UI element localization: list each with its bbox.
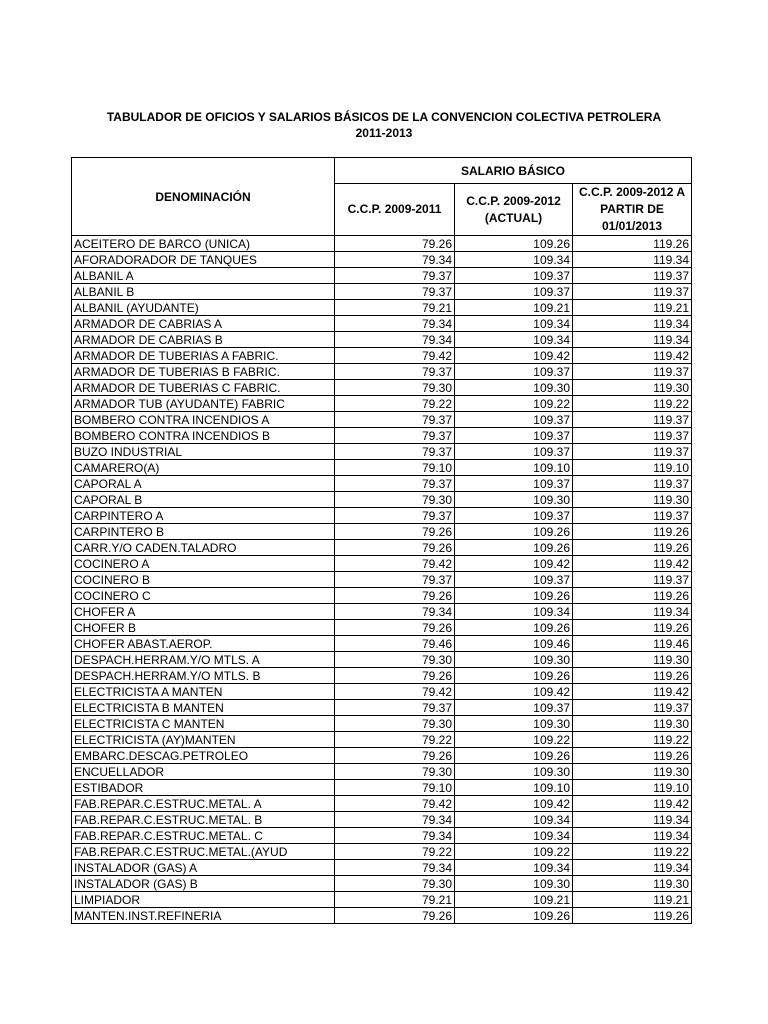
row-salary-2009-2011: 79.37 xyxy=(335,284,455,300)
row-salary-2009-2011: 79.21 xyxy=(335,300,455,316)
row-denominacion: CAPORAL A xyxy=(72,476,335,492)
table-row xyxy=(72,348,692,364)
row-denominacion: FAB.REPAR.C.ESTRUC.METAL. A xyxy=(72,796,335,812)
row-salary-2009-2012: 109.42 xyxy=(455,684,573,700)
row-denominacion: EMBARC.DESCAG.PETROLEO xyxy=(72,748,335,764)
row-salary-2009-2011: 79.26 xyxy=(335,236,455,252)
table-row xyxy=(72,892,692,908)
row-salary-2009-2012: 109.26 xyxy=(455,524,573,540)
row-denominacion: FAB.REPAR.C.ESTRUC.METAL. B xyxy=(72,812,335,828)
table-row xyxy=(72,844,692,860)
row-salary-2009-2012: 109.21 xyxy=(455,300,573,316)
row-salary-2013: 119.30 xyxy=(573,876,692,892)
row-denominacion: ALBANIL A xyxy=(72,268,335,284)
row-salary-2009-2011: 79.34 xyxy=(335,812,455,828)
row-denominacion: COCINERO C xyxy=(72,588,335,604)
row-salary-2009-2012: 109.30 xyxy=(455,652,573,668)
header-ccp-2009-2011: C.C.P. 2009-2011 xyxy=(335,184,455,236)
row-denominacion: ELECTRICISTA C MANTEN xyxy=(72,716,335,732)
row-denominacion: CARPINTERO A xyxy=(72,508,335,524)
table-row xyxy=(72,908,692,924)
row-salary-2009-2012: 109.10 xyxy=(455,780,573,796)
row-salary-2013: 119.34 xyxy=(573,828,692,844)
table-row xyxy=(72,268,692,284)
row-salary-2009-2011: 79.10 xyxy=(335,460,455,476)
row-salary-2009-2011: 79.37 xyxy=(335,412,455,428)
row-salary-2013: 119.42 xyxy=(573,556,692,572)
row-salary-2013: 119.46 xyxy=(573,636,692,652)
row-salary-2009-2011: 79.37 xyxy=(335,476,455,492)
row-salary-2013: 119.26 xyxy=(573,668,692,684)
row-salary-2009-2012: 109.10 xyxy=(455,460,573,476)
row-salary-2009-2011: 79.34 xyxy=(335,332,455,348)
row-salary-2009-2011: 79.30 xyxy=(335,492,455,508)
row-salary-2013: 119.21 xyxy=(573,300,692,316)
row-salary-2009-2012: 109.37 xyxy=(455,444,573,460)
table-row xyxy=(72,380,692,396)
table-row xyxy=(72,316,692,332)
row-salary-2009-2012: 109.34 xyxy=(455,252,573,268)
row-salary-2009-2011: 79.37 xyxy=(335,700,455,716)
row-salary-2009-2011: 79.22 xyxy=(335,732,455,748)
row-salary-2009-2011: 79.26 xyxy=(335,620,455,636)
row-salary-2013: 119.37 xyxy=(573,700,692,716)
row-denominacion: CHOFER B xyxy=(72,620,335,636)
table-row xyxy=(72,620,692,636)
table-row xyxy=(72,540,692,556)
row-salary-2009-2012: 109.30 xyxy=(455,764,573,780)
row-salary-2009-2012: 109.26 xyxy=(455,588,573,604)
row-salary-2013: 119.37 xyxy=(573,268,692,284)
header-ccp-2009-2012-actual: C.C.P. 2009-2012 (ACTUAL) xyxy=(455,184,573,236)
row-denominacion: ARMADOR DE CABRIAS A xyxy=(72,316,335,332)
table-row xyxy=(72,300,692,316)
row-salary-2009-2012: 109.26 xyxy=(455,620,573,636)
row-salary-2009-2011: 79.10 xyxy=(335,780,455,796)
row-salary-2009-2011: 79.26 xyxy=(335,540,455,556)
row-salary-2013: 119.34 xyxy=(573,316,692,332)
row-salary-2013: 119.37 xyxy=(573,412,692,428)
row-denominacion: ARMADOR TUB (AYUDANTE) FABRIC xyxy=(72,396,335,412)
row-salary-2009-2011: 79.22 xyxy=(335,844,455,860)
row-salary-2013: 119.37 xyxy=(573,284,692,300)
row-salary-2009-2012: 109.26 xyxy=(455,540,573,556)
row-denominacion: INSTALADOR (GAS) A xyxy=(72,860,335,876)
row-salary-2009-2012: 109.34 xyxy=(455,604,573,620)
table-row xyxy=(72,476,692,492)
row-salary-2009-2012: 109.37 xyxy=(455,508,573,524)
row-salary-2009-2012: 109.22 xyxy=(455,396,573,412)
table-row xyxy=(72,764,692,780)
row-salary-2009-2012: 109.42 xyxy=(455,348,573,364)
row-salary-2009-2011: 79.34 xyxy=(335,252,455,268)
row-denominacion: CARR.Y/O CADEN.TALADRO xyxy=(72,540,335,556)
row-salary-2009-2012: 109.22 xyxy=(455,844,573,860)
row-salary-2009-2012: 109.34 xyxy=(455,316,573,332)
header-ccp-2009-2012-2013: C.C.P. 2009-2012 A PARTIR DE 01/01/2013 xyxy=(573,184,692,236)
row-denominacion: FAB.REPAR.C.ESTRUC.METAL.(AYUD xyxy=(72,844,335,860)
table-row xyxy=(72,332,692,348)
row-salary-2009-2012: 109.34 xyxy=(455,812,573,828)
row-salary-2009-2011: 79.30 xyxy=(335,764,455,780)
row-salary-2009-2011: 79.26 xyxy=(335,524,455,540)
row-denominacion: ARMADOR DE TUBERIAS C FABRIC. xyxy=(72,380,335,396)
row-salary-2013: 119.30 xyxy=(573,492,692,508)
table-row xyxy=(72,588,692,604)
row-salary-2009-2012: 109.26 xyxy=(455,668,573,684)
table-row xyxy=(72,412,692,428)
row-salary-2009-2011: 79.37 xyxy=(335,364,455,380)
row-denominacion: ARMADOR DE TUBERIAS B FABRIC. xyxy=(72,364,335,380)
row-salary-2013: 119.37 xyxy=(573,428,692,444)
table-row xyxy=(72,876,692,892)
table-row xyxy=(72,812,692,828)
row-denominacion: ALBANIL B xyxy=(72,284,335,300)
row-salary-2009-2012: 109.37 xyxy=(455,364,573,380)
row-denominacion: BOMBERO CONTRA INCENDIOS A xyxy=(72,412,335,428)
document-subtitle-years: 2011-2013 xyxy=(355,126,413,140)
row-salary-2013: 119.22 xyxy=(573,844,692,860)
table-row xyxy=(72,860,692,876)
table-row xyxy=(72,732,692,748)
row-salary-2009-2011: 79.37 xyxy=(335,508,455,524)
row-salary-2009-2012: 109.30 xyxy=(455,380,573,396)
row-salary-2009-2011: 79.42 xyxy=(335,796,455,812)
row-salary-2013: 119.34 xyxy=(573,860,692,876)
row-salary-2013: 119.34 xyxy=(573,812,692,828)
row-denominacion: CAMARERO(A) xyxy=(72,460,335,476)
row-salary-2009-2011: 79.37 xyxy=(335,268,455,284)
row-salary-2013: 119.34 xyxy=(573,252,692,268)
row-salary-2009-2011: 79.37 xyxy=(335,444,455,460)
salary-table xyxy=(71,157,692,924)
row-salary-2009-2012: 109.46 xyxy=(455,636,573,652)
row-denominacion: ENCUELLADOR xyxy=(72,764,335,780)
row-salary-2009-2012: 109.21 xyxy=(455,892,573,908)
row-salary-2009-2011: 79.42 xyxy=(335,556,455,572)
table-body xyxy=(72,236,692,924)
row-denominacion: DESPACH.HERRAM.Y/O MTLS. A xyxy=(72,652,335,668)
row-salary-2013: 119.42 xyxy=(573,348,692,364)
row-salary-2009-2012: 109.30 xyxy=(455,492,573,508)
row-salary-2013: 119.30 xyxy=(573,764,692,780)
row-salary-2013: 119.26 xyxy=(573,748,692,764)
row-denominacion: CHOFER A xyxy=(72,604,335,620)
row-salary-2009-2012: 109.37 xyxy=(455,428,573,444)
table-row xyxy=(72,652,692,668)
row-salary-2009-2011: 79.30 xyxy=(335,652,455,668)
table-row xyxy=(72,524,692,540)
row-salary-2009-2011: 79.26 xyxy=(335,908,455,924)
table-row xyxy=(72,780,692,796)
row-denominacion: ESTIBADOR xyxy=(72,780,335,796)
row-salary-2013: 119.37 xyxy=(573,364,692,380)
row-denominacion: ARMADOR DE CABRIAS B xyxy=(72,332,335,348)
row-salary-2009-2011: 79.37 xyxy=(335,572,455,588)
row-salary-2009-2012: 109.37 xyxy=(455,700,573,716)
row-salary-2009-2012: 109.30 xyxy=(455,876,573,892)
table-row xyxy=(72,252,692,268)
row-salary-2013: 119.37 xyxy=(573,508,692,524)
row-salary-2009-2011: 79.26 xyxy=(335,588,455,604)
row-salary-2013: 119.10 xyxy=(573,780,692,796)
row-salary-2009-2012: 109.37 xyxy=(455,412,573,428)
row-salary-2009-2012: 109.37 xyxy=(455,268,573,284)
row-salary-2009-2011: 79.22 xyxy=(335,396,455,412)
row-salary-2013: 119.30 xyxy=(573,380,692,396)
row-denominacion: BOMBERO CONTRA INCENDIOS B xyxy=(72,428,335,444)
row-salary-2013: 119.37 xyxy=(573,572,692,588)
row-salary-2009-2011: 79.21 xyxy=(335,892,455,908)
row-salary-2013: 119.34 xyxy=(573,604,692,620)
row-denominacion: ELECTRICISTA B MANTEN xyxy=(72,700,335,716)
table-row xyxy=(72,460,692,476)
row-denominacion: FAB.REPAR.C.ESTRUC.METAL. C xyxy=(72,828,335,844)
row-salary-2013: 119.42 xyxy=(573,796,692,812)
row-salary-2013: 119.26 xyxy=(573,540,692,556)
document-title: TABULADOR DE OFICIOS Y SALARIOS BÁSICOS DE LA CONVENCION COLECTIVA PETROLERA xyxy=(106,110,662,124)
row-salary-2009-2012: 109.37 xyxy=(455,284,573,300)
row-salary-2009-2012: 109.30 xyxy=(455,716,573,732)
row-denominacion: COCINERO B xyxy=(72,572,335,588)
row-salary-2009-2011: 79.42 xyxy=(335,684,455,700)
row-salary-2009-2011: 79.42 xyxy=(335,348,455,364)
row-denominacion: ALBANIL (AYUDANTE) xyxy=(72,300,335,316)
row-denominacion: COCINERO A xyxy=(72,556,335,572)
row-salary-2009-2011: 79.26 xyxy=(335,668,455,684)
row-salary-2009-2011: 79.37 xyxy=(335,428,455,444)
row-salary-2013: 119.42 xyxy=(573,684,692,700)
row-salary-2013: 119.10 xyxy=(573,460,692,476)
row-denominacion: ARMADOR DE TUBERIAS A FABRIC. xyxy=(72,348,335,364)
table-row xyxy=(72,748,692,764)
row-salary-2009-2011: 79.30 xyxy=(335,380,455,396)
row-denominacion: CAPORAL B xyxy=(72,492,335,508)
row-salary-2013: 119.26 xyxy=(573,588,692,604)
table-row xyxy=(72,492,692,508)
table-row xyxy=(72,396,692,412)
table-row xyxy=(72,284,692,300)
row-denominacion: MANTEN.INST.REFINERIA xyxy=(72,908,335,924)
row-salary-2013: 119.37 xyxy=(573,476,692,492)
row-denominacion: INSTALADOR (GAS) B xyxy=(72,876,335,892)
row-salary-2009-2011: 79.30 xyxy=(335,876,455,892)
row-salary-2009-2012: 109.26 xyxy=(455,236,573,252)
row-salary-2009-2012: 109.34 xyxy=(455,860,573,876)
row-denominacion: ELECTRICISTA A MANTEN xyxy=(72,684,335,700)
header-denominacion: DENOMINACIÓN xyxy=(72,158,335,236)
row-salary-2009-2012: 109.37 xyxy=(455,572,573,588)
row-salary-2009-2012: 109.37 xyxy=(455,476,573,492)
row-denominacion: AFORADORADOR DE TANQUES xyxy=(72,252,335,268)
row-denominacion: CARPINTERO B xyxy=(72,524,335,540)
row-salary-2009-2012: 109.26 xyxy=(455,748,573,764)
table-row xyxy=(72,364,692,380)
table-row xyxy=(72,572,692,588)
row-salary-2009-2012: 109.26 xyxy=(455,908,573,924)
row-salary-2013: 119.30 xyxy=(573,716,692,732)
table-row xyxy=(72,828,692,844)
row-salary-2009-2012: 109.34 xyxy=(455,332,573,348)
row-salary-2009-2012: 109.42 xyxy=(455,796,573,812)
table-row xyxy=(72,796,692,812)
row-salary-2009-2011: 79.26 xyxy=(335,748,455,764)
row-salary-2009-2012: 109.22 xyxy=(455,732,573,748)
row-denominacion: CHOFER ABAST.AEROP. xyxy=(72,636,335,652)
table-row xyxy=(72,444,692,460)
table-row xyxy=(72,716,692,732)
table-row xyxy=(72,428,692,444)
table-row xyxy=(72,604,692,620)
row-salary-2013: 119.22 xyxy=(573,396,692,412)
row-salary-2013: 119.26 xyxy=(573,524,692,540)
row-salary-2009-2011: 79.34 xyxy=(335,604,455,620)
row-salary-2013: 119.22 xyxy=(573,732,692,748)
table-row xyxy=(72,508,692,524)
row-salary-2009-2011: 79.34 xyxy=(335,860,455,876)
header-salario-basico: SALARIO BÁSICO xyxy=(335,158,692,184)
table-row xyxy=(72,236,692,252)
row-salary-2013: 119.26 xyxy=(573,620,692,636)
row-salary-2009-2011: 79.30 xyxy=(335,716,455,732)
row-salary-2013: 119.34 xyxy=(573,332,692,348)
table-row xyxy=(72,556,692,572)
table-row xyxy=(72,668,692,684)
row-salary-2013: 119.30 xyxy=(573,652,692,668)
row-denominacion: LIMPIADOR xyxy=(72,892,335,908)
row-salary-2009-2011: 79.34 xyxy=(335,828,455,844)
row-denominacion: ACEITERO DE BARCO (UNICA) xyxy=(72,236,335,252)
row-salary-2013: 119.21 xyxy=(573,892,692,908)
row-denominacion: DESPACH.HERRAM.Y/O MTLS. B xyxy=(72,668,335,684)
row-salary-2013: 119.26 xyxy=(573,236,692,252)
row-salary-2013: 119.37 xyxy=(573,444,692,460)
table-row xyxy=(72,700,692,716)
row-salary-2013: 119.26 xyxy=(573,908,692,924)
row-denominacion: ELECTRICISTA (AY)MANTEN xyxy=(72,732,335,748)
row-salary-2009-2012: 109.42 xyxy=(455,556,573,572)
row-denominacion: BUZO INDUSTRIAL xyxy=(72,444,335,460)
row-salary-2009-2012: 109.34 xyxy=(455,828,573,844)
row-salary-2009-2011: 79.46 xyxy=(335,636,455,652)
table-row xyxy=(72,684,692,700)
row-salary-2009-2011: 79.34 xyxy=(335,316,455,332)
table-row xyxy=(72,636,692,652)
